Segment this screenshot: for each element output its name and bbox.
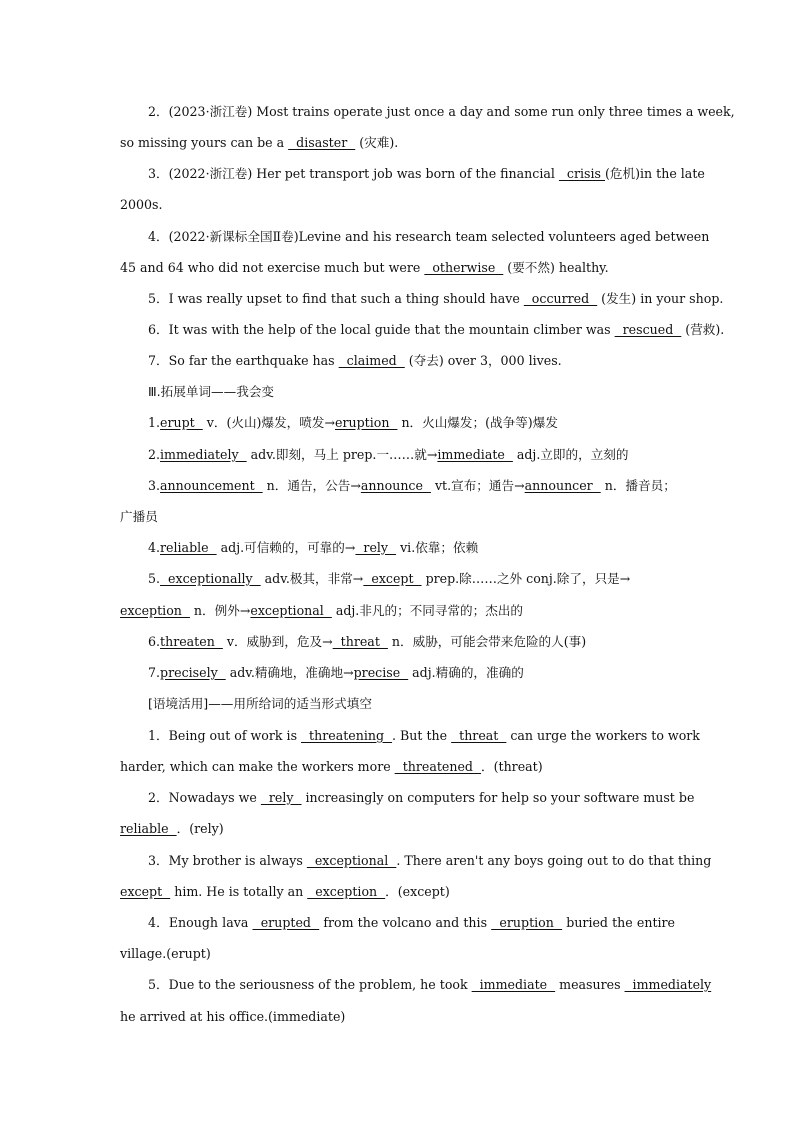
answer-blank: announce bbox=[360, 478, 431, 493]
answer-blank: rely bbox=[260, 790, 302, 805]
text-segment: adj.立即的，立刻的 bbox=[512, 447, 629, 462]
answer-blank: threat bbox=[451, 728, 507, 743]
text-line bbox=[120, 509, 675, 525]
answer-blank: exception bbox=[120, 603, 190, 618]
text-line bbox=[148, 540, 675, 556]
text-line bbox=[120, 197, 675, 213]
text-segment: buried the entire bbox=[562, 915, 676, 930]
answer-blank: occurred bbox=[523, 291, 598, 306]
answer-blank: except bbox=[363, 571, 422, 586]
text-segment: . There aren't any boys going out to do that thing bbox=[396, 853, 712, 868]
text-segment: adj.非凡的；不同寻常的；杰出的 bbox=[331, 603, 524, 618]
answer-blank: reliable bbox=[120, 821, 177, 836]
text-segment: adv.即刻，马上 prep.一……就→ bbox=[246, 447, 438, 462]
text-segment: 7. bbox=[148, 665, 161, 680]
text-segment: 3．My brother is always bbox=[148, 853, 307, 868]
text-segment: n．播音员； bbox=[600, 478, 676, 493]
answer-blank: announcement bbox=[160, 478, 263, 493]
answer-blank: precisely bbox=[160, 665, 226, 680]
text-line bbox=[120, 821, 675, 837]
text-line bbox=[148, 291, 724, 307]
text-segment: n．火山爆发；(战争等)爆发 bbox=[397, 415, 558, 430]
text-segment: from the volcano and this bbox=[319, 915, 492, 930]
text-segment: (灾难). bbox=[355, 135, 399, 150]
text-segment: ．(rely) bbox=[176, 821, 224, 836]
text-segment: adj.可信赖的，可靠的→ bbox=[216, 540, 356, 555]
heading-text: Ⅲ.拓展单词——我会变 bbox=[148, 384, 275, 399]
text-segment: 45 and 64 who did not exercise much but were bbox=[120, 260, 425, 275]
text-segment: 4. bbox=[148, 540, 161, 555]
text-line bbox=[148, 853, 712, 869]
answer-blank: threatened bbox=[394, 759, 481, 774]
text-segment: ．(except) bbox=[385, 884, 450, 899]
text-segment: 5．I was really upset to find that such a thing should have bbox=[148, 291, 524, 306]
text-segment: 1．Being out of work is bbox=[148, 728, 302, 743]
text-segment: (要不然) healthy. bbox=[503, 260, 609, 275]
text-segment: can urge the workers to work bbox=[506, 728, 700, 743]
text-line bbox=[148, 104, 735, 120]
answer-blank: exception bbox=[307, 884, 386, 899]
text-line bbox=[148, 790, 695, 806]
text-segment: 广播员 bbox=[120, 509, 158, 524]
text-segment: 6．It was with the help of the local guide that the mountain climber was bbox=[148, 322, 615, 337]
text-segment: 5．Due to the seriousness of the problem, he took bbox=[148, 977, 472, 992]
text-segment: 1. bbox=[148, 415, 161, 430]
text-segment: ．(threat) bbox=[481, 759, 543, 774]
answer-blank: immediately bbox=[160, 447, 247, 462]
answer-blank: eruption bbox=[491, 915, 563, 930]
text-segment: harder, which can make the workers more bbox=[120, 759, 395, 774]
text-line bbox=[120, 603, 675, 619]
text-segment: 3．(2022·浙江卷) Her pet transport job was born of the financial bbox=[148, 166, 559, 181]
text-segment: adv.极其，非常→ bbox=[260, 571, 364, 586]
answer-blank: threat bbox=[332, 634, 388, 649]
answer-blank: rescued bbox=[614, 322, 682, 337]
answer-blank: eruption bbox=[335, 415, 398, 430]
answer-blank: otherwise bbox=[424, 260, 504, 275]
text-line bbox=[148, 415, 675, 431]
answer-blank: reliable bbox=[160, 540, 217, 555]
text-segment: prep.除……之外 conj.除了，只是→ bbox=[421, 571, 631, 586]
answer-blank: immediately bbox=[624, 977, 712, 992]
text-line bbox=[148, 166, 705, 182]
text-segment: 4．Enough lava bbox=[148, 915, 253, 930]
answer-blank: immediate bbox=[471, 977, 556, 992]
text-segment: vi.依靠；依赖 bbox=[396, 540, 479, 555]
text-line bbox=[120, 759, 675, 775]
answer-blank: threatening bbox=[301, 728, 393, 743]
text-line bbox=[148, 665, 675, 681]
text-segment: him. He is totally an bbox=[170, 884, 308, 899]
text-line bbox=[148, 229, 710, 245]
answer-blank: exceptional bbox=[250, 603, 332, 618]
answer-blank: immediate bbox=[437, 447, 513, 462]
text-line bbox=[148, 915, 675, 931]
text-segment: adv.精确地，准确地→ bbox=[225, 665, 354, 680]
text-segment: . But the bbox=[392, 728, 452, 743]
text-segment: v．威胁到，危及→ bbox=[222, 634, 333, 649]
text-segment: (营救). bbox=[681, 322, 725, 337]
text-line bbox=[148, 571, 675, 587]
text-segment: n．例外→ bbox=[189, 603, 251, 618]
answer-blank: crisis bbox=[558, 166, 605, 181]
text-segment: adj.精确的，准确的 bbox=[408, 665, 524, 680]
text-segment: increasingly on computers for help so your software must be bbox=[301, 790, 695, 805]
answer-blank: threaten bbox=[160, 634, 223, 649]
text-line bbox=[148, 447, 675, 463]
text-segment: 7．So far the earthquake has bbox=[148, 353, 339, 368]
text-line bbox=[148, 634, 675, 650]
text-segment: 2．(2023·浙江卷) Most trains operate just once a day and some run only three times a week, bbox=[148, 104, 735, 119]
text-segment: 2. bbox=[148, 447, 161, 462]
answer-blank: precise bbox=[353, 665, 409, 680]
text-line bbox=[148, 977, 712, 993]
text-line bbox=[120, 1009, 675, 1025]
answer-blank: exceptionally bbox=[160, 571, 261, 586]
text-segment: measures bbox=[555, 977, 625, 992]
text-line bbox=[120, 884, 675, 900]
text-line bbox=[120, 260, 675, 276]
text-segment: 6. bbox=[148, 634, 161, 649]
answer-blank: exceptional bbox=[306, 853, 397, 868]
answer-blank: except bbox=[120, 884, 171, 899]
text-segment: (危机)in the late bbox=[605, 166, 705, 181]
text-segment: he arrived at his office.(immediate) bbox=[120, 1009, 346, 1024]
text-segment: n．威胁，可能会带来危险的人(事) bbox=[387, 634, 587, 649]
text-line bbox=[148, 322, 725, 338]
text-line bbox=[148, 728, 700, 744]
text-segment: (发生) in your shop. bbox=[597, 291, 724, 306]
answer-blank: disaster bbox=[288, 135, 356, 150]
text-line bbox=[120, 135, 675, 151]
text-line bbox=[120, 946, 675, 962]
answer-blank: rely bbox=[355, 540, 397, 555]
text-segment: so missing yours can be a bbox=[120, 135, 289, 150]
answer-blank: erupted bbox=[252, 915, 320, 930]
section-heading bbox=[148, 696, 675, 712]
text-segment: n．通告，公告→ bbox=[262, 478, 361, 493]
answer-blank: claimed bbox=[338, 353, 405, 368]
text-segment: vt.宣布；通告→ bbox=[430, 478, 525, 493]
text-segment: 2．Nowadays we bbox=[148, 790, 261, 805]
text-segment: 3. bbox=[148, 478, 161, 493]
section-heading bbox=[148, 384, 675, 400]
text-segment: 2000s. bbox=[120, 197, 163, 212]
answer-blank: announcer bbox=[524, 478, 601, 493]
heading-text: [语境活用]——用所给词的适当形式填空 bbox=[148, 696, 372, 711]
text-segment: village.(erupt) bbox=[120, 946, 211, 961]
text-line bbox=[148, 353, 675, 369]
text-line bbox=[148, 478, 675, 494]
answer-blank: erupt bbox=[160, 415, 203, 430]
text-segment: 4．(2022·新课标全国Ⅱ卷)Levine and his research team selected volunteers aged between bbox=[148, 229, 710, 244]
text-segment: 5. bbox=[148, 571, 161, 586]
text-segment: v．(火山)爆发，喷发→ bbox=[202, 415, 335, 430]
text-segment: (夺去) over 3，000 lives. bbox=[404, 353, 562, 368]
